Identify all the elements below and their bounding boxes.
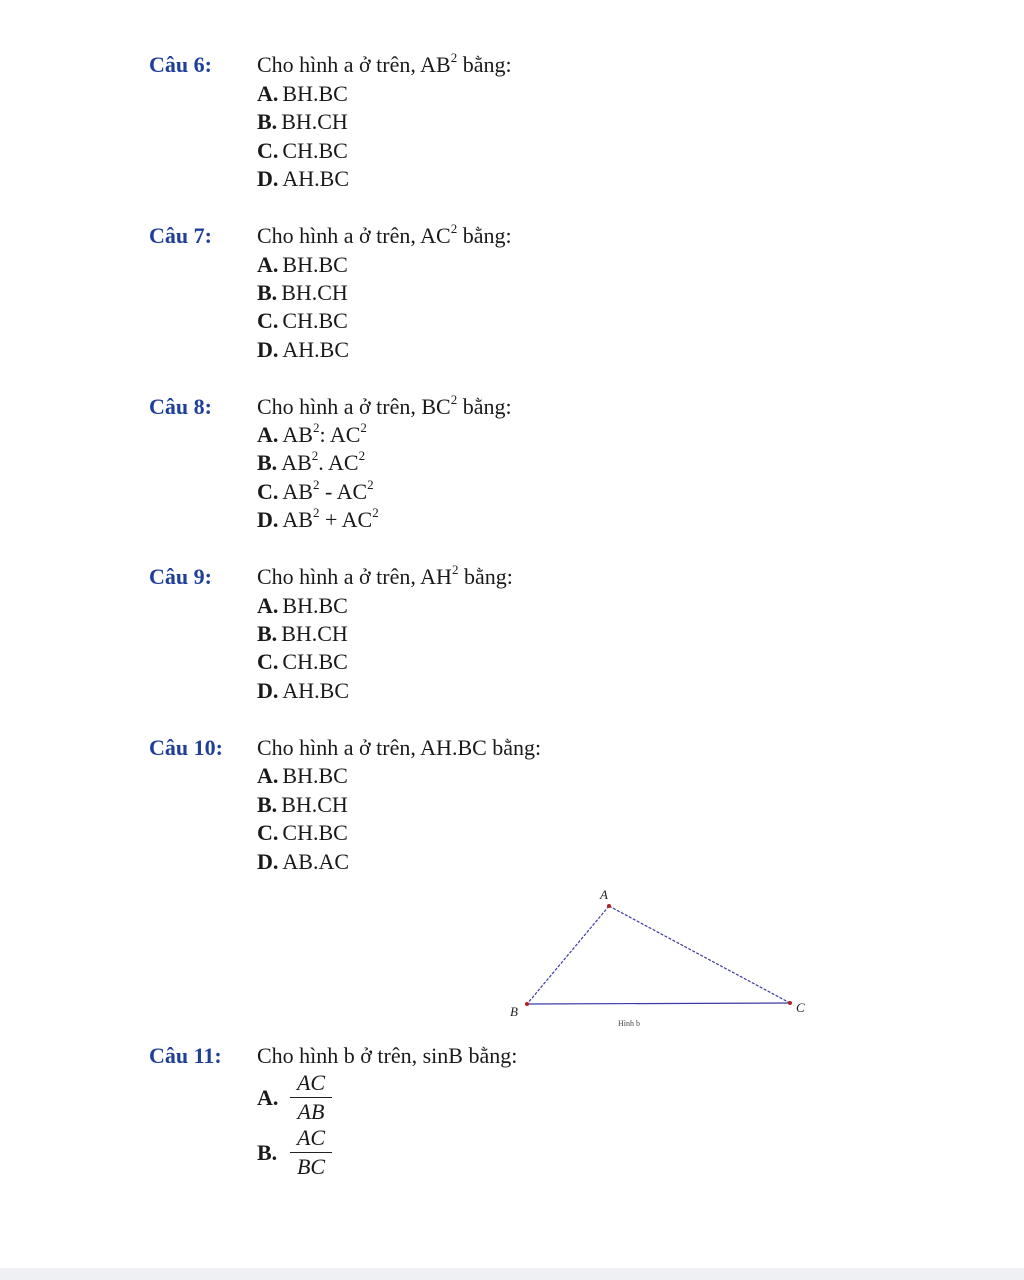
denominator: AB: [297, 1099, 325, 1124]
option-d: D. AH.BC: [257, 166, 350, 191]
viewer-bottom-strip: [0, 1268, 1024, 1280]
point-a: [607, 904, 611, 908]
point-b: [525, 1002, 529, 1006]
option-c: C. CH.BC: [257, 820, 348, 845]
option-a: A. BH.BC: [257, 252, 348, 277]
question-number: Câu 6:: [149, 52, 212, 77]
triangle-figure: [500, 882, 840, 1032]
fraction: [290, 1070, 332, 1125]
option-b: B. BH.CH: [257, 280, 348, 305]
option-d: D. AH.BC: [257, 678, 350, 703]
option-d: D. AH.BC: [257, 337, 350, 362]
option-a: A. BH.BC: [257, 593, 348, 618]
option-c: C. CH.BC: [257, 138, 348, 163]
option-d: D. $AB^2 + AC^2$: [257, 504, 379, 532]
numerator: AC: [296, 1125, 326, 1150]
document-page: Câu 6: Cho hình a ở trên, $AB^2$ bằng: A. BH.BC B. BH.CH C. CH.BC D. AH.BC Câu 7: Cho hình a ở trên, $AC^2$ bằng: A. BH.BC B. BH.CH C. CH.BC D. AH.BC Câu 8: Cho hình a ở trên, $BC^2$ bằng: A. $AB^2$: $AC^2$ B. $AB^2$. $AC^2$ C. $AB^2 - AC^2$ D. $AB^2 + AC^2$ Câu 9: Cho hình a ở trên, $AH^2$ bằng: A. BH.BC B. BH.CH C. CH.BC D. AH.BC Câu 10: Cho hình a ở trên, AH.BC bằng: A. BH.BC B. BH.CH C. CH.BC D. AB.AC A B C Hình b Câu 11: Cho hình b ở trên, sinB bằng: A. AC AB B. AC BC: [0, 0, 1024, 1268]
label-c: C: [796, 1000, 805, 1015]
numerator: AC: [296, 1070, 326, 1095]
denominator: BC: [296, 1154, 326, 1179]
question-stem: Cho hình a ở trên, $BC^2$ bằng:: [257, 391, 512, 419]
question-number: Câu 10:: [149, 735, 223, 760]
question-number: Câu 8:: [149, 394, 212, 419]
option-a: A. BH.BC: [257, 763, 348, 788]
question-stem: Cho hình a ở trên, $AB^2$ bằng:: [257, 49, 512, 77]
question-number: Câu 11:: [149, 1043, 222, 1068]
fraction: [290, 1125, 332, 1180]
question-number: Câu 7:: [149, 223, 212, 248]
option-a: A. BH.BC: [257, 81, 348, 106]
option-b: B. BH.CH: [257, 109, 348, 134]
question-stem: Cho hình a ở trên, AH.BC bằng:: [257, 735, 542, 760]
segment-ab: [527, 906, 609, 1004]
label-b: B: [510, 1004, 518, 1019]
figure-caption: Hình b: [618, 1019, 640, 1028]
question-number: Câu 9:: [149, 564, 212, 589]
point-c: [788, 1001, 792, 1005]
segment-ac: [609, 906, 790, 1003]
option-a: A. $AB^2$: $AC^2$: [257, 419, 367, 447]
fraction-bar: [290, 1152, 332, 1153]
label-a: A: [600, 887, 608, 902]
option-c: C. $AB^2 - AC^2$: [257, 476, 374, 504]
option-b: B. $AB^2$. $AC^2$: [257, 447, 366, 475]
question-stem: Cho hình a ở trên, $AH^2$ bằng:: [257, 561, 513, 589]
question-stem: Cho hình a ở trên, $AC^2$ bằng:: [257, 220, 512, 248]
option-d: D. AB.AC: [257, 849, 350, 874]
segment-bc: [527, 1003, 790, 1004]
question-stem: Cho hình b ở trên, sinB bằng:: [257, 1043, 518, 1068]
option-c: C. CH.BC: [257, 308, 348, 333]
option-b: B. BH.CH: [257, 621, 348, 646]
option-c: C. CH.BC: [257, 649, 348, 674]
fraction-bar: [290, 1097, 332, 1098]
option-b: B. BH.CH: [257, 792, 348, 817]
